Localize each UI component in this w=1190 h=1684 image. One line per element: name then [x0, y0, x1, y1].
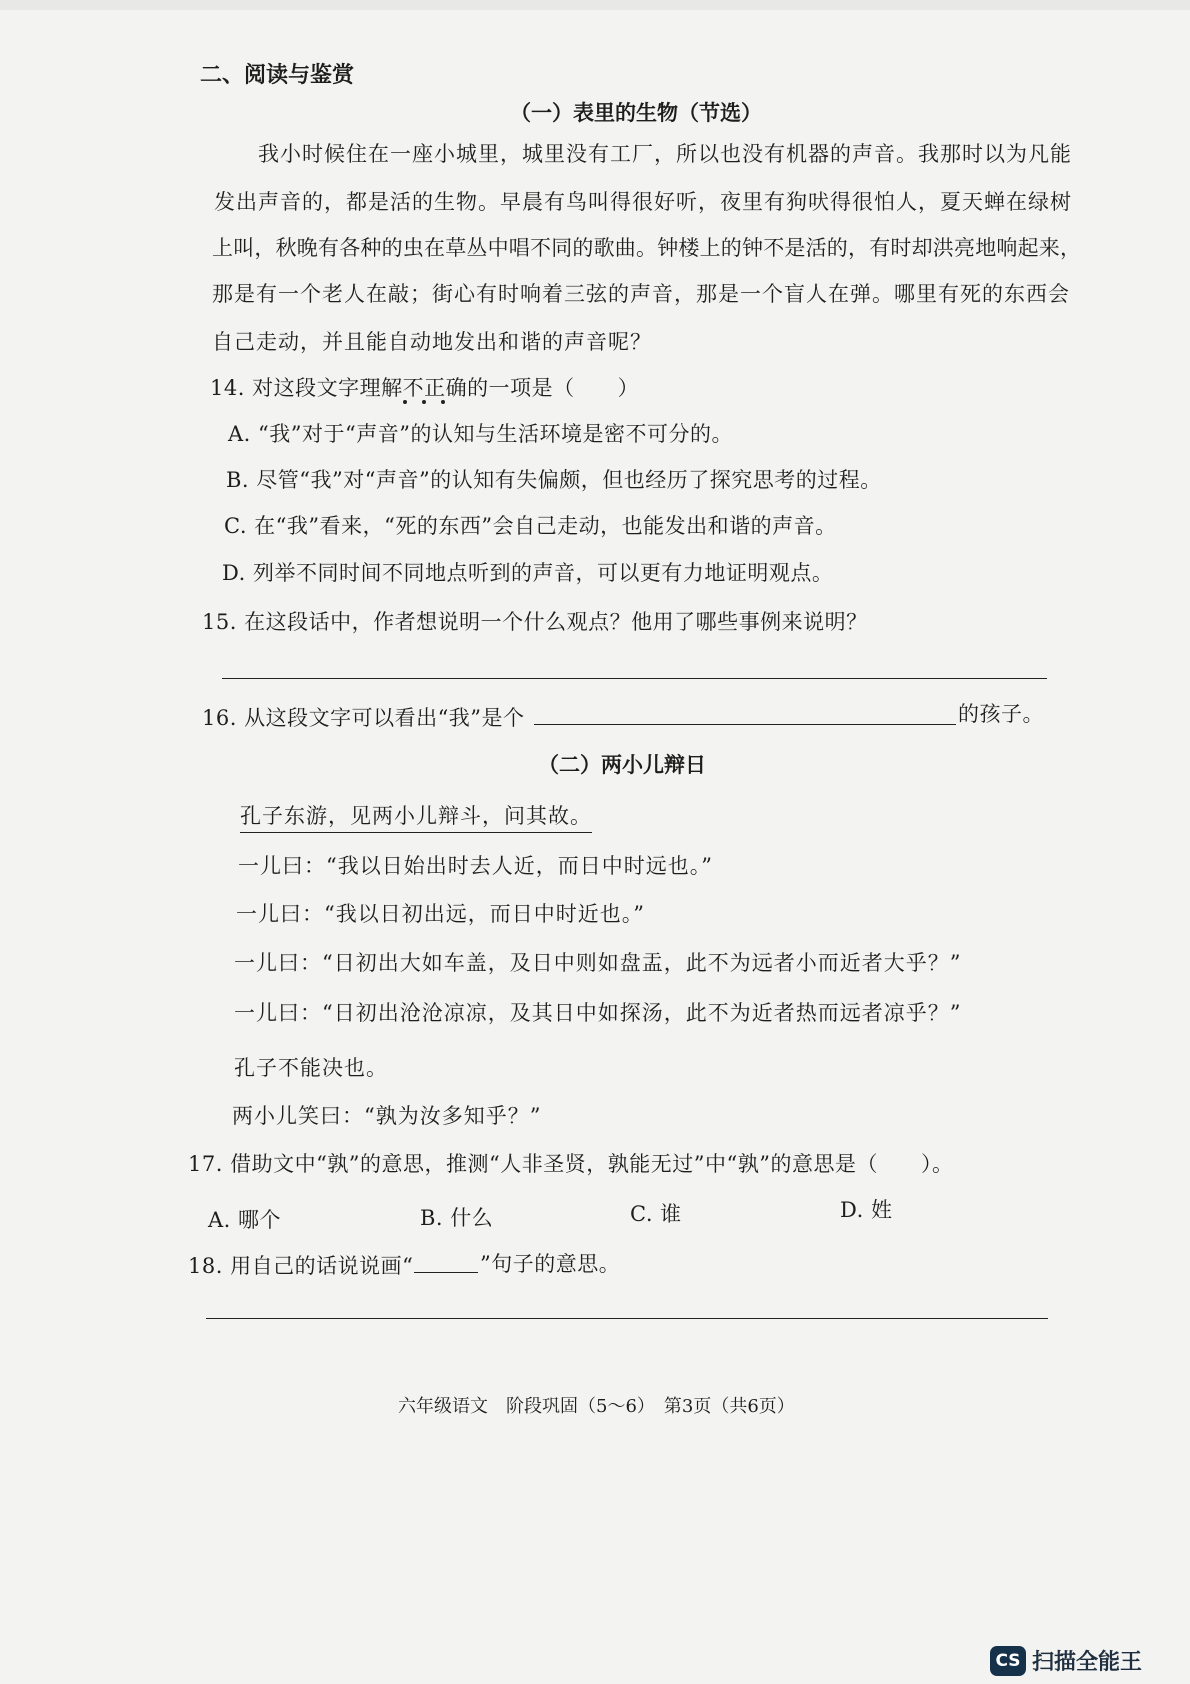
watermark-text: 扫描全能王 — [1032, 1650, 1143, 1675]
passage2-line: 一儿曰：“我以日初出远，而日中时近也。” — [236, 902, 645, 926]
q14-option-c: C. 在“我”看来，“死的东西”会自己走动，也能发出和谐的声音。 — [224, 514, 837, 538]
q18-suffix: ”句子的意思。 — [480, 1252, 621, 1276]
passage2-line: 一儿曰：“我以日始出时去人近，而日中时远也。” — [238, 854, 713, 878]
q18-mark-underline — [414, 1272, 478, 1273]
q17-option-b: B. 什么 — [420, 1206, 494, 1230]
cs-logo-icon: CS — [990, 1646, 1026, 1676]
passage2-line: 孔子不能决也。 — [234, 1056, 388, 1080]
q18-prefix: 18. 用自己的话说说画“ — [188, 1254, 414, 1278]
section-title: 二、阅读与鉴赏 — [200, 63, 355, 88]
passage2-line: 两小儿笑曰：“孰为汝多知乎？” — [232, 1104, 542, 1128]
passage1-line: 那是有一个老人在敲；街心有时响着三弦的声音，那是一个盲人在弹。哪里有死的东西会 — [212, 282, 1070, 306]
passage1-line: 我小时候住在一座小城里，城里没有工厂，所以也没有机器的声音。我那时以为凡能 — [258, 142, 1072, 166]
emphasis-dot — [441, 400, 445, 404]
q17-stem: 17. 借助文中“孰”的意思，推测“人非圣贤，孰能无过”中“孰”的意思是（ ）。 — [188, 1152, 954, 1176]
q16-prefix: 16. 从这段文字可以看出“我”是个 — [202, 706, 525, 730]
scanner-watermark — [990, 1645, 1142, 1676]
passage2-line: 一儿曰：“日初出大如车盖，及日中则如盘盂，此不为远者小而近者大乎？” — [234, 951, 962, 975]
passage2-line: 一儿曰：“日初出沧沧凉凉，及其日中如探汤，此不为近者热而远者凉乎？” — [234, 1001, 962, 1025]
q17-option-c: C. 谁 — [630, 1202, 682, 1226]
scan-edge — [0, 0, 1190, 10]
q17-option-d: D. 姓 — [840, 1198, 893, 1222]
emphasis-dot — [422, 400, 426, 404]
passage1-title: （一）表里的生物（节选） — [510, 101, 762, 125]
q15-answer-line[interactable] — [222, 678, 1047, 679]
passage1-line: 自己走动，并且能自动地发出和谐的声音呢？ — [212, 330, 652, 354]
q14-option-d: D. 列举不同时间不同地点听到的声音，可以更有力地证明观点。 — [222, 561, 834, 585]
q16-answer-line[interactable] — [534, 724, 956, 725]
q18-answer-line[interactable] — [206, 1318, 1048, 1319]
passage2-underlined-sentence: 孔子东游，见两小儿辩斗，问其故。 — [240, 800, 592, 833]
passage1-line: 上叫，秋晚有各种的虫在草丛中唱不同的歌曲。钟楼上的钟不是活的，有时却洪亮地响起来， — [212, 236, 1082, 260]
q17-option-a: A. 哪个 — [208, 1208, 282, 1232]
passage1-line: 发出声音的，都是活的生物。早晨有鸟叫得很好听，夜里有狗吠得很怕人，夏天蝉在绿树 — [214, 190, 1072, 214]
q15-stem: 15. 在这段话中，作者想说明一个什么观点？他用了哪些事例来说明？ — [202, 610, 868, 634]
page-footer: 六年级语文 阶段巩固（5～6） 第3页（共6页） — [398, 1396, 795, 1417]
q14-option-b: B. 尽管“我”对“声音”的认知有失偏颇，但也经历了探究思考的过程。 — [226, 468, 882, 492]
q14-stem: 14. 对这段文字理解不正确的一项是（ ） — [210, 376, 640, 400]
q14-option-a: A. “我”对于“声音”的认知与生活环境是密不可分的。 — [228, 422, 733, 446]
q16-suffix: 的孩子。 — [958, 702, 1044, 726]
emphasis-dot — [403, 400, 407, 404]
passage2-title: （二）两小儿辩日 — [538, 753, 706, 777]
